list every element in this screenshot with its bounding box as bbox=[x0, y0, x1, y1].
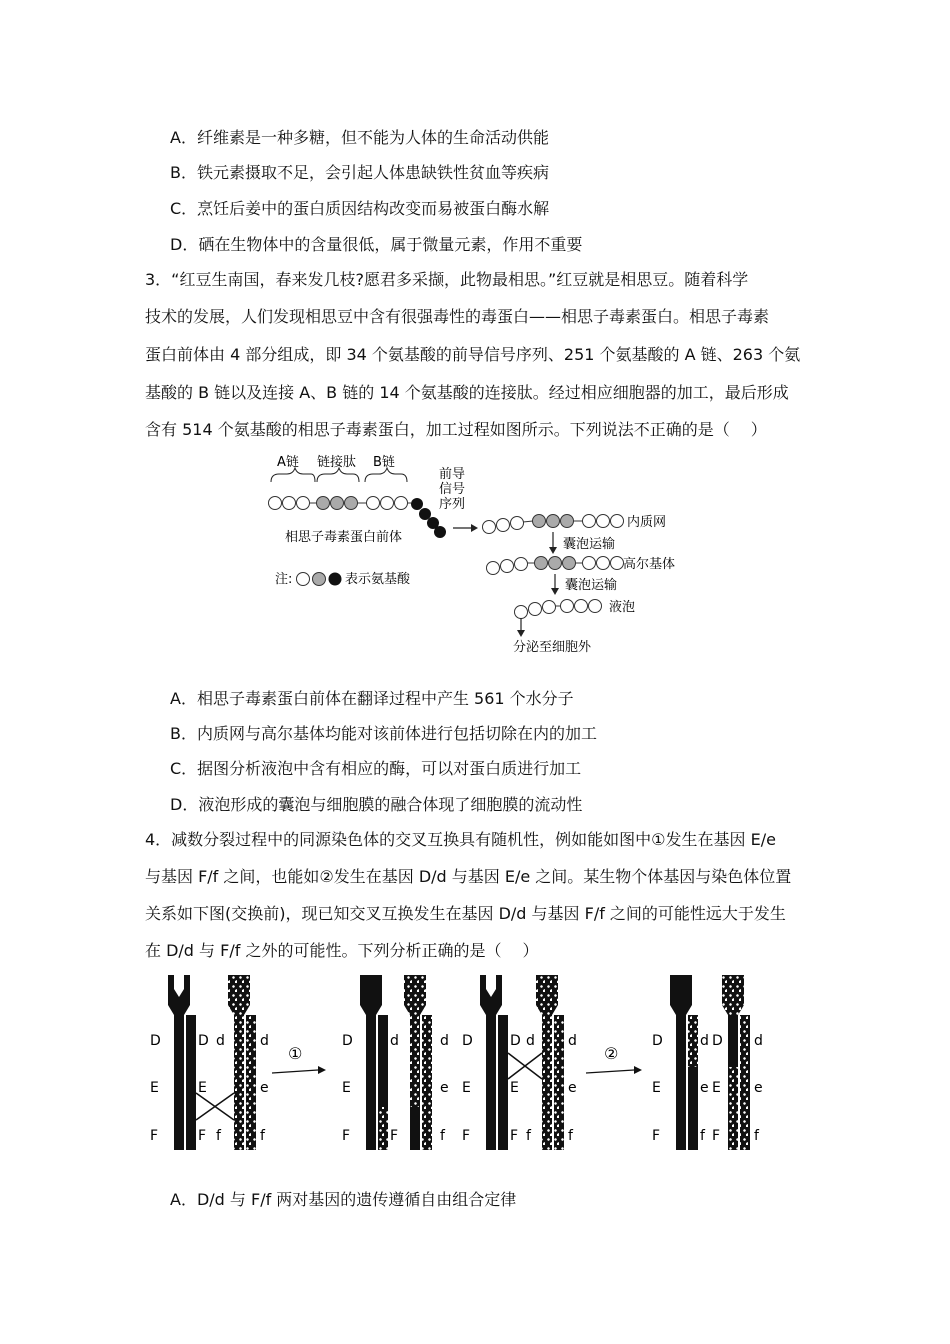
label-b-chain: B链 bbox=[373, 455, 395, 470]
label-leader-2: 信号 bbox=[439, 482, 466, 497]
gene-f: f bbox=[526, 1128, 531, 1144]
gene-e: e bbox=[568, 1080, 577, 1096]
vacuole-chain bbox=[515, 600, 602, 619]
label-er: 内质网 bbox=[627, 515, 667, 530]
panel-before-2 bbox=[462, 975, 577, 1150]
gene-e: e bbox=[440, 1080, 449, 1096]
q2-option-b: B．铁元素摄取不足，会引起人体患缺铁性贫血等疾病 bbox=[170, 163, 549, 182]
gene-F: F bbox=[150, 1128, 159, 1144]
q4-stem-line-2: 与基因 F/f 之间，也能如②发生在基因 D/d 与基因 E/e 之间。某生物个体基因与染色体位置 bbox=[145, 867, 792, 886]
gene-d: d bbox=[526, 1033, 535, 1049]
er-chain bbox=[483, 515, 624, 534]
gene-F: F bbox=[198, 1128, 207, 1144]
gene-D: D bbox=[462, 1033, 473, 1049]
gene-D: D bbox=[150, 1033, 161, 1049]
q3-stem-line-4: 基酸的 B 链以及连接 A、B 链的 14 个氨基酸的连接肽。经过相应细胞器的加工，最后形成 bbox=[145, 383, 789, 402]
gene-F: F bbox=[510, 1128, 519, 1144]
gene-E: E bbox=[652, 1080, 661, 1096]
label-linker: 链接肽 bbox=[317, 455, 357, 470]
gene-E: E bbox=[198, 1080, 207, 1096]
label-vesicle-2: 囊泡运输 bbox=[565, 578, 618, 593]
label-leader-3: 序列 bbox=[439, 497, 466, 512]
golgi-chain bbox=[487, 557, 624, 575]
label-note: 注: bbox=[275, 572, 293, 587]
label-a-chain: A链 bbox=[277, 455, 299, 470]
gene-D: D bbox=[198, 1033, 209, 1049]
arrow-2-label: ② bbox=[604, 1044, 619, 1063]
brace-linker bbox=[317, 468, 359, 482]
q3-stem-line-1: 3．“红豆生南国，春来发几枝?愿君多采撷，此物最相思。”红豆就是相思豆。随着科学 bbox=[145, 270, 749, 289]
gene-d: d bbox=[700, 1033, 709, 1049]
gene-d: d bbox=[754, 1033, 763, 1049]
q4-stem-line-1: 4．减数分裂过程中的同源染色体的交叉互换具有随机性，例如能如图中①发生在基因 E/e bbox=[145, 830, 776, 849]
gene-D: D bbox=[342, 1033, 353, 1049]
gene-e: e bbox=[260, 1080, 269, 1096]
gene-F: F bbox=[712, 1128, 721, 1144]
label-secrete: 分泌至细胞外 bbox=[513, 640, 592, 655]
label-leader-1: 前导 bbox=[439, 467, 466, 482]
q3-option-a: A．相思子毒素蛋白前体在翻译过程中产生 561 个水分子 bbox=[170, 689, 574, 708]
gene-D: D bbox=[652, 1033, 663, 1049]
q3-stem-line-3: 蛋白前体由 4 部分组成，即 34 个氨基酸的前导信号序列、251 个氨基酸的 A 链、263 个氨 bbox=[145, 345, 801, 364]
gene-E: E bbox=[462, 1080, 471, 1096]
protein-processing-figure bbox=[265, 448, 705, 658]
note-gray-circle bbox=[313, 573, 326, 586]
label-precursor: 相思子毒素蛋白前体 bbox=[285, 530, 403, 545]
gene-f: f bbox=[700, 1128, 705, 1144]
brace-b bbox=[365, 468, 407, 482]
precursor-chain bbox=[269, 497, 412, 510]
q3-stem-line-2: 技术的发展，人们发现相思豆中含有很强毒性的毒蛋白——相思子毒素蛋白。相思子毒素 bbox=[145, 307, 770, 326]
gene-d: d bbox=[260, 1033, 269, 1049]
gene-E: E bbox=[150, 1080, 159, 1096]
gene-f: f bbox=[440, 1128, 445, 1144]
gene-D: D bbox=[510, 1033, 521, 1049]
chromosome-crossover-figure bbox=[140, 975, 790, 1160]
q2-option-c: C．烹饪后姜中的蛋白质因结构改变而易被蛋白酶水解 bbox=[170, 199, 550, 218]
note-black-circle bbox=[329, 573, 342, 586]
gene-f: f bbox=[216, 1128, 221, 1144]
q2-option-a: A．纤维素是一种多糖，但不能为人体的生命活动供能 bbox=[170, 128, 549, 147]
gene-f: f bbox=[568, 1128, 573, 1144]
gene-e: e bbox=[700, 1080, 709, 1096]
gene-E: E bbox=[712, 1080, 721, 1096]
panel-before-1 bbox=[150, 975, 269, 1150]
gene-f: f bbox=[260, 1128, 265, 1144]
gene-F: F bbox=[342, 1128, 351, 1144]
gene-e: e bbox=[754, 1080, 763, 1096]
gene-E: E bbox=[510, 1080, 519, 1096]
gene-D: D bbox=[712, 1033, 723, 1049]
arrow-1-label: ① bbox=[288, 1044, 303, 1063]
gene-d: d bbox=[390, 1033, 399, 1049]
gene-F: F bbox=[652, 1128, 661, 1144]
q4-option-a: A．D/d 与 F/f 两对基因的遗传遵循自由组合定律 bbox=[170, 1190, 517, 1209]
panel-after-1 bbox=[342, 975, 449, 1150]
label-note-tail: 表示氨基酸 bbox=[345, 572, 411, 587]
label-vesicle-1: 囊泡运输 bbox=[563, 537, 616, 552]
gene-d: d bbox=[216, 1033, 225, 1049]
note-white-circle bbox=[297, 573, 310, 586]
label-vacuole: 液泡 bbox=[609, 600, 636, 615]
brace-a bbox=[271, 468, 315, 482]
q3-stem-line-5: 含有 514 个氨基酸的相思子毒素蛋白，加工过程如图所示。下列说法不正确的是（ ） bbox=[145, 420, 767, 439]
gene-f: f bbox=[754, 1128, 759, 1144]
q3-option-d: D．液泡形成的囊泡与细胞膜的融合体现了细胞膜的流动性 bbox=[170, 795, 583, 814]
q3-option-c: C．据图分析液泡中含有相应的酶，可以对蛋白质进行加工 bbox=[170, 759, 582, 778]
q2-option-d: D．硒在生物体中的含量很低，属于微量元素，作用不重要 bbox=[170, 235, 583, 254]
q4-stem-line-4: 在 D/d 与 F/f 之外的可能性。下列分析正确的是（ ） bbox=[145, 941, 539, 960]
panel-after-2 bbox=[652, 975, 763, 1150]
gene-E: E bbox=[342, 1080, 351, 1096]
q4-stem-line-3: 关系如下图(交换前)，现已知交叉互换发生在基因 D/d 与基因 F/f 之间的可能性远大于发生 bbox=[145, 904, 786, 923]
gene-d: d bbox=[568, 1033, 577, 1049]
gene-d: d bbox=[440, 1033, 449, 1049]
label-golgi: 高尔基体 bbox=[623, 557, 676, 572]
gene-F: F bbox=[390, 1128, 399, 1144]
q3-option-b: B．内质网与高尔基体均能对该前体进行包括切除在内的加工 bbox=[170, 724, 597, 743]
gene-F: F bbox=[462, 1128, 471, 1144]
